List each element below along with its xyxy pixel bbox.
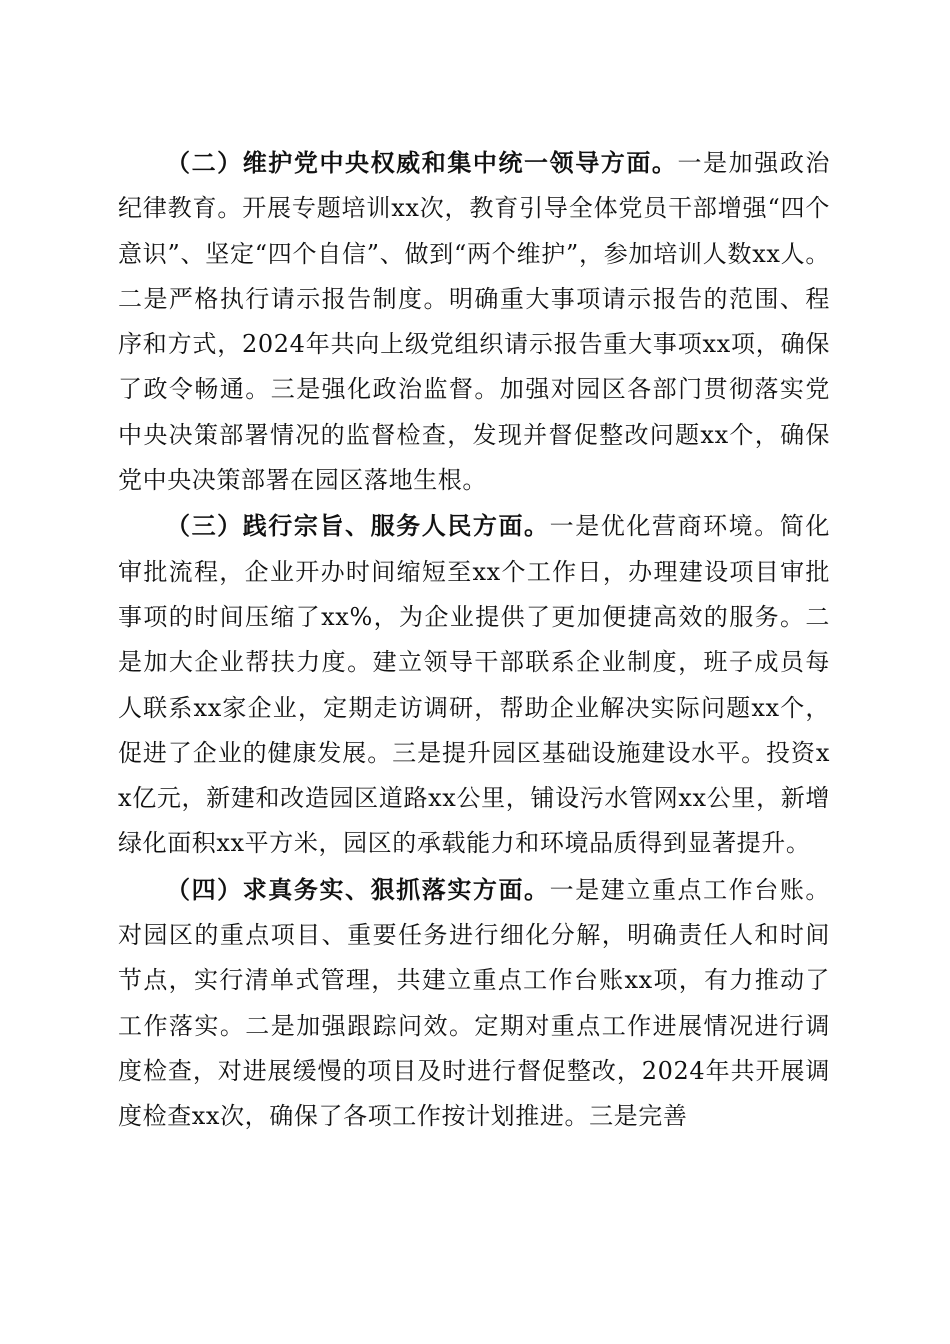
- section-2-heading: （二）维护党中央权威和集中统一领导方面。: [166, 148, 678, 177]
- section-3-body: 一是优化营商环境。简化审批流程，企业开办时间缩短至xx个工作日，办理建设项目审批事项的时间压缩了xx%，为企业提供了更加便捷高效的服务。二是加大企业帮扶力度。建立领导干部联系企业制度，班子成员每人联系xx家企业，定期走访调研，帮助企业解决实际问题xx个，促进了企业的健康发展。三是提升园区基础设施建设水平。投资xx亿元，新建和改造园区道路xx公里，铺设污水管网xx公里，新增绿化面积xx平方米，园区的承载能力和环境品质得到显著提升。: [118, 512, 830, 858]
- paragraph-section-3: [118, 503, 830, 866]
- section-2-body: 一是加强政治纪律教育。开展专题培训xx次，教育引导全体党员干部增强“四个意识”、坚定“四个自信”、做到“两个维护”，参加培训人数xx人。二是严格执行请示报告制度。明确重大事项请示报告的范围、程序和方式，2024年共向上级党组织请示报告重大事项xx项，确保了政令畅通。三是强化政治监督。加强对园区各部门贯彻落实党中央决策部署情况的监督检查，发现并督促整改问题xx个，确保党中央决策部署在园区落地生根。: [118, 149, 830, 495]
- paragraph-section-2: [118, 140, 830, 503]
- section-4-body: 一是建立重点工作台账。对园区的重点项目、重要任务进行细化分解，明确责任人和时间节点，实行清单式管理，共建立重点工作台账xx项，有力推动了工作落实。二是加强跟踪问效。定期对重点工作进展情况进行调度检查，对进展缓慢的项目及时进行督促整改，2024年共开展调度检查xx次，确保了各项工作按计划推进。三是完善: [118, 875, 830, 1131]
- document-body: [118, 140, 830, 1140]
- paragraph-section-4: [118, 867, 830, 1140]
- section-3-heading: （三）践行宗旨、服务人民方面。: [166, 511, 550, 541]
- section-4-heading: （四）求真务实、狠抓落实方面。: [166, 874, 550, 904]
